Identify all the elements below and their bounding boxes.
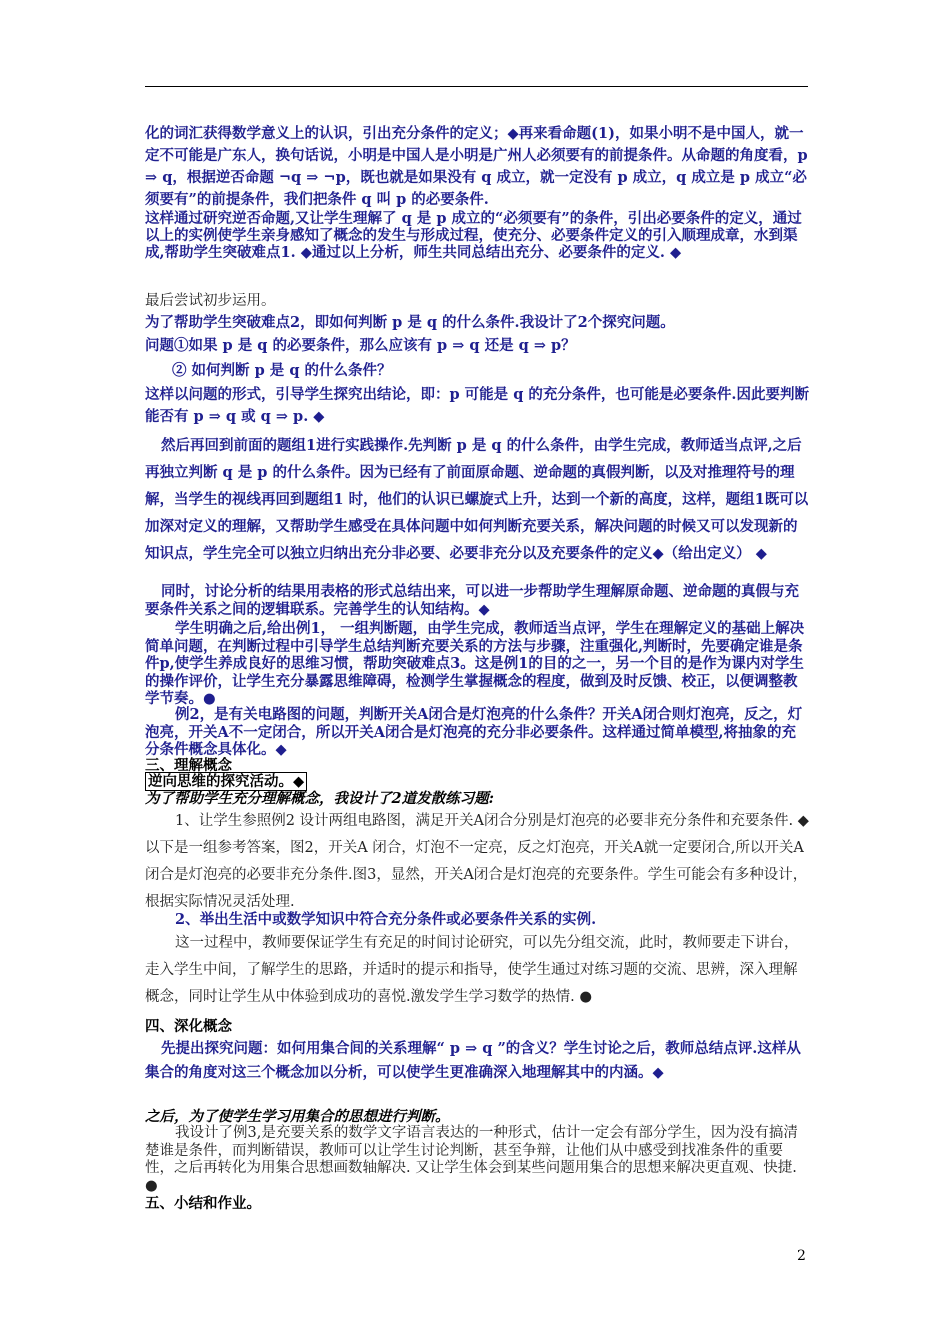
paragraph-exercise-1: 1、让学生参照例2 设计两组电路图，满足开关A闭合分别是灯泡亮的必要非充分条件和充要条件. ◆以下是一组参考答案，图2，开关A 闭合，灯泡不一定亮，反之灯泡亮，开关A就一定要闭合,所以开关A闭合是灯泡亮的必要非充分条件.图3，显然，开关A闭合是灯泡亮的充要条件。学生可能会有多种设计，根据实际情况灵活处理. (145, 813, 809, 910)
paragraph-conclusion: 这样以问题的形式，引导学生探究出结论，即：p 可能是 q 的充分条件，也可能是必要条件.因此要判断能否有 p ⇒ q 或 q ⇒ p. ◆ (145, 386, 809, 425)
heading-summary-homework: 五、小结和作业。 (145, 1195, 261, 1212)
paragraph-practice: 然后再回到前面的题组1进行实践操作.先判断 p 是 q 的什么条件，由学生完成，教师适当点评,之后再独立判断 q 是 p 的什么条件。因为已经有了前面原命题、逆命题的真假判断，以及对推理符号的理解，当学生的视线再回到题组1 时，他们的认识已螺旋式上升，达到一个新的高度，这样，题组1既可以加深对定义的理解，又帮助学生感受在具体问题中如何判断充要关系，解决问题的时候又可以发现新的知识点，学生完全可以独立归纳出充分非必要、必要非充分以及充要条件的定义◆（给出定义） ◆ (145, 437, 809, 562)
paragraph-example-1: 学生明确之后,给出例1， 一组判断题，由学生完成，教师适当点评，学生在理解定义的基础上解决简单问题，在判断过程中引导学生总结判断充要关系的方法与步骤，注重强化,判断时，先要确定谁是条件p,使学生养成良好的思维习惯，帮助突破难点3。这是例1的目的之一，另一个目的是作为课内对学生的操作评价，让学生充分暴露思维障碍，检测学生掌握概念的程度，做到及时反馈、校正，以便调整教学节奏。● (145, 620, 805, 707)
paragraph-difficulty-2: 为了帮助学生突破难点2，即如何判断 p 是 q 的什么条件.我设计了2个探究问题。 (145, 314, 675, 331)
paragraph-example-3: 我设计了例3,是充要关系的数学文字语言表达的一种形式，估计一定会有部分学生，因为没有搞清楚谁是条件，而判断错误，教师可以让学生讨论判断，甚至争辩，让他们从中感受到找准条件的重要性，之后再转化为用集合思想画数轴解决. 又让学生体会到某些问题用集合的思想来解决更直观、快捷. ● (145, 1125, 798, 1194)
item-exercise-2: 2、举出生活中或数学知识中符合充分条件或必要条件关系的实例. (175, 911, 597, 928)
paragraph-set-relation: 先提出探究问题：如何用集合间的关系理解“ p ⇒ q ”的含义？学生讨论之后，教师总结点评.这样从集合的角度对这三个概念加以分析，可以使学生更准确深入地理解其中的内涵。◆ (145, 1040, 801, 1081)
line-last-attempt: 最后尝试初步运用。 (145, 293, 276, 309)
header-rule (145, 86, 808, 87)
heading-deepen-concept: 四、深化概念 (145, 1018, 232, 1035)
paragraph-intro: 化的词汇获得数学意义上的认识，引出充分条件的定义；◆再来看命题(1)，如果小明不是中国人，就一定不可能是广东人，换句话说，小明是中国人是小明是广州人必须要有的前提条件。从命题的角度看，p ⇒ q，根据逆否命题 ¬q ⇒ ¬p，既也就是如果没有 q 成立，就一定没有 p 成立，q 成立是 p 成立“必须要有”的前提条件，我们把条件 q 叫 p 的必要条件. (145, 125, 808, 208)
paragraph-table-summary: 同时，讨论分析的结果用表格的形式总结出来，可以进一步帮助学生理解原命题、逆命题的真假与充要条件关系之间的逻辑联系。完善学生的认知结构。◆ (145, 583, 799, 618)
italic-set-thinking: 之后，为了使学生学习用集合的思想进行判断。 (145, 1108, 450, 1125)
paragraph-necessary-definition: 这样通过研究逆否命题,又让学生理解了 q 是 p 成立的“必须要有”的条件，引出必要条件的定义，通过以上的实例使学生亲身感知了概念的发生与形成过程，使充分、必要条件定义的引入顺理成章，水到渠成,帮助学生突破难点1. ◆通过以上分析，师生共同总结出充分、必要条件的定义. ◆ (145, 210, 802, 261)
boxed-reverse-thinking: 逆向思维的探究活动。◆ (145, 772, 307, 791)
page-number: 2 (797, 1248, 806, 1264)
italic-exercise-intro: 为了帮助学生充分理解概念，我设计了2道发散练习题: (145, 790, 494, 807)
paragraph-discussion: 这一过程中，教师要保证学生有充足的时间讨论研究，可以先分组交流，此时，教师要走下讲台，走入学生中间，了解学生的思路，并适时的提示和指导，使学生通过对练习题的交流、思辨，深入理解概念，同时让学生从中体验到成功的喜悦.激发学生学习数学的热情. ● (145, 935, 799, 1005)
question-1: 问题①如果 p 是 q 的必要条件，那么应该有 p ⇒ q 还是 q ⇒ p？ (145, 337, 576, 354)
heading-understand-concept: 三、理解概念 (145, 757, 232, 774)
question-2: ② 如何判断 p 是 q 的什么条件？ (172, 362, 392, 379)
paragraph-example-2: 例2，是有关电路图的问题，判断开关A闭合是灯泡亮的什么条件？开关A闭合则灯泡亮，反之，灯泡亮，开关A不一定闭合，所以开关A闭合是灯泡亮的充分非必要条件。这样通过简单模型,将抽象的充分条件概念具体化。◆ (145, 706, 803, 758)
